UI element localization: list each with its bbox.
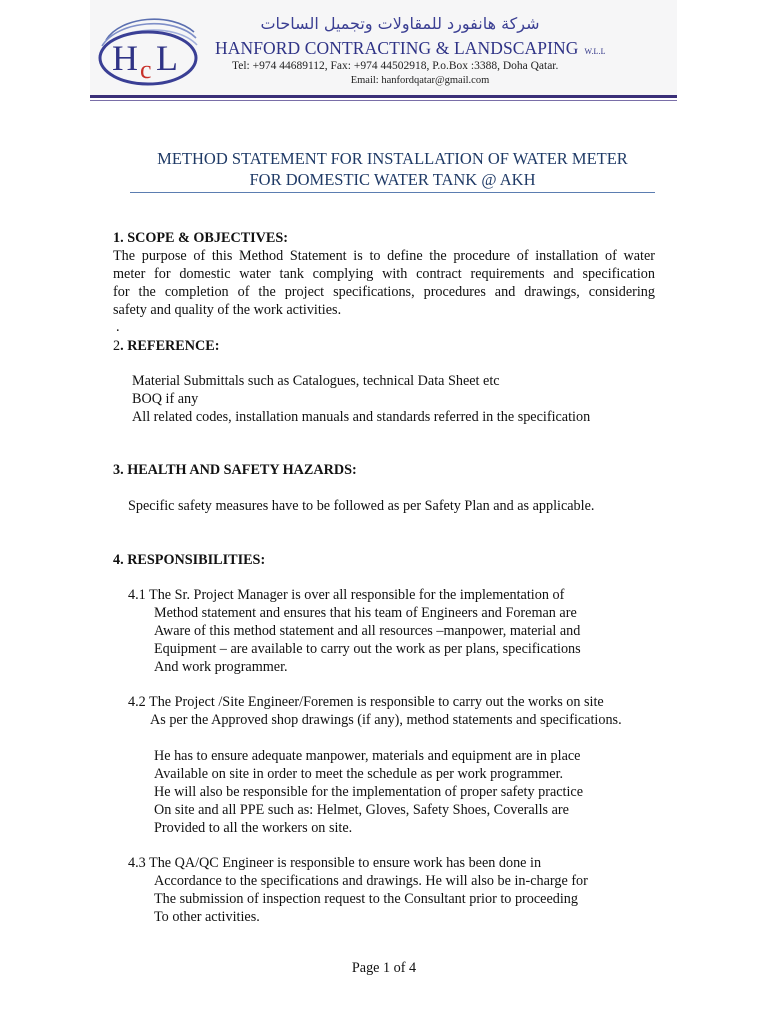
responsibility-4-1-line: Aware of this method statement and all resources –manpower, material and: [154, 623, 581, 639]
reference-item: BOQ if any: [132, 391, 199, 407]
responsibility-4-2-detail: Available on site in order to meet the schedule as per work programmer.: [154, 766, 564, 782]
responsibility-4-2-line: 4.2 The Project /Site Engineer/Foremen is responsible to carry out the works on site: [128, 694, 604, 710]
email-line: Email: hanfordqatar@gmail.com: [350, 75, 490, 86]
hazards-text: Specific safety measures have to be followed as per Safety Plan and as applicable.: [128, 498, 595, 514]
svg-text:H: H: [112, 38, 138, 78]
svg-text:c: c: [140, 55, 152, 84]
scope-line: meter for domestic water tank complying with contract requirements and specification: [113, 266, 655, 282]
responsibility-4-1-line: Equipment – are available to carry out the work as per plans, specifications: [154, 641, 581, 657]
section-heading-scope: 1. SCOPE & OBJECTIVES:: [113, 230, 289, 246]
scope-line: for the completion of the project specifications, procedures and drawings, considering: [113, 284, 655, 300]
responsibility-4-3-line: Accordance to the specifications and drawings. He will also be in-charge for: [154, 873, 588, 889]
page-number: Page 1 of 4: [351, 960, 417, 976]
reference-item: Material Submittals such as Catalogues, technical Data Sheet etc: [132, 373, 500, 389]
company-name-text: HANFORD CONTRACTING & LANDSCAPING: [215, 38, 579, 58]
responsibility-4-2-detail: He will also be responsible for the implementation of proper safety practice: [154, 784, 584, 800]
title-line-2: FOR DOMESTIC WATER TANK @ AKH: [249, 170, 536, 189]
scope-dot: .: [116, 319, 120, 335]
header-rule-thin: [90, 100, 677, 101]
section-heading-hazards: 3. HEALTH AND SAFETY HAZARDS:: [113, 462, 357, 478]
responsibility-4-1-line: And work programmer.: [154, 659, 288, 675]
reference-heading-number: 2: [113, 338, 121, 354]
svg-text:L: L: [156, 38, 178, 78]
responsibility-4-2-detail: He has to ensure adequate manpower, materials and equipment are in place: [154, 748, 581, 764]
title-line-1: METHOD STATEMENT FOR INSTALLATION OF WATER METER: [157, 149, 628, 168]
responsibility-4-3-line: The submission of inspection request to the Consultant prior to proceeding: [154, 891, 578, 907]
contact-line: Tel: +974 44689112, Fax: +974 44502918, P.o.Box :3388, Doha Qatar.: [232, 60, 559, 72]
reference-heading-text: . REFERENCE:: [120, 338, 220, 354]
company-suffix: W.L.L: [584, 47, 606, 56]
responsibility-4-2-detail: Provided to all the workers on site.: [154, 820, 353, 836]
section-heading-responsibilities: 4. RESPONSIBILITIES:: [113, 552, 266, 568]
responsibility-4-1-line: 4.1 The Sr. Project Manager is over all responsible for the implementation of: [128, 587, 565, 603]
responsibility-4-3-line: To other activities.: [154, 909, 260, 925]
scope-line: The purpose of this Method Statement is to define the procedure of installation of water: [113, 248, 655, 264]
company-name-arabic: شركة هانفورد للمقاولات وتجميل الساحات: [260, 14, 540, 33]
responsibility-4-3-line: 4.3 The QA/QC Engineer is responsible to ensure work has been done in: [128, 855, 542, 871]
section-heading-reference: [113, 337, 219, 355]
title-underline: [130, 192, 655, 193]
document-title: [130, 148, 655, 190]
scope-paragraph: [113, 247, 655, 319]
company-name: [215, 38, 606, 59]
responsibility-4-2-detail: On site and all PPE such as: Helmet, Gloves, Safety Shoes, Coveralls are: [154, 802, 569, 818]
responsibility-4-1-line: Method statement and ensures that his team of Engineers and Foreman are: [154, 605, 577, 621]
scope-line: safety and quality of the work activities.: [113, 302, 342, 318]
reference-item: All related codes, installation manuals and standards referred in the specification: [132, 409, 591, 425]
header-rule: [90, 95, 677, 98]
responsibility-4-2-line: As per the Approved shop drawings (if any), method statements and specifications.: [150, 712, 622, 728]
